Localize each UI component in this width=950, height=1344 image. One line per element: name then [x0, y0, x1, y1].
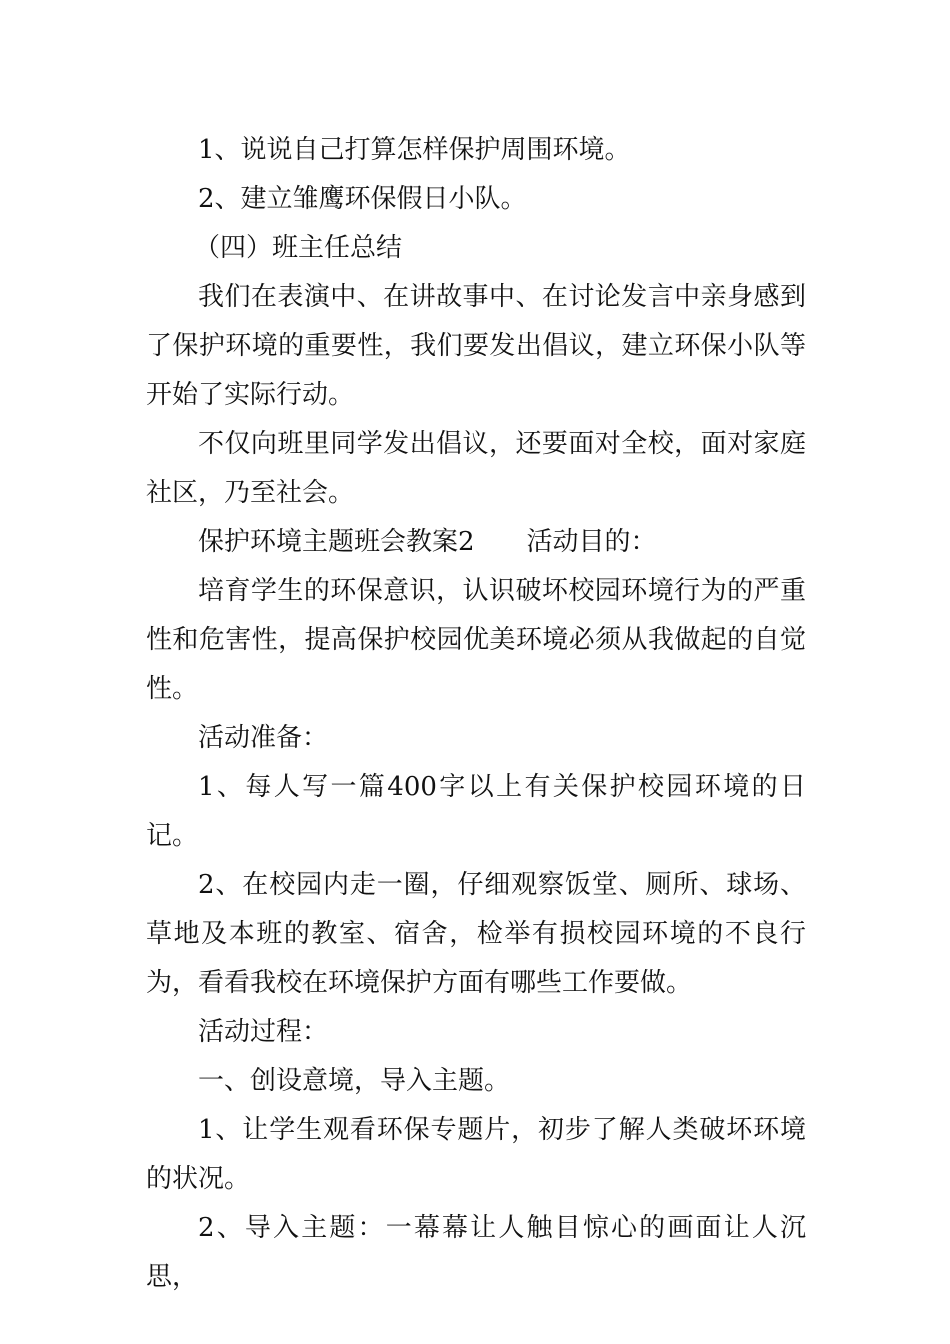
paragraph-item-2: 2、建立雏鹰环保假日小队。	[198, 184, 527, 214]
paragraph-step-1-1: 1、让学生观看环保专题片，初步了解人类破坏环境的状况。	[146, 1115, 806, 1194]
document-body	[146, 126, 806, 1302]
paragraph-summary: 我们在表演中、在讲故事中、在讨论发言中亲身感到了保护环境的重要性，我们要发出倡议，建立环保小队等开始了实际行动。	[146, 282, 806, 410]
paragraph-step-1: 一、创设意境，导入主题。	[198, 1066, 511, 1096]
paragraph-prep-2: 2、在校园内走一圈，仔细观察饭堂、厕所、球场、草地及本班的教室、宿舍，检举有损校园环境的不良行为，看看我校在环境保护方面有哪些工作要做。	[146, 870, 806, 998]
paragraph-initiative: 不仅向班里同学发出倡议，还要面对全校，面对家庭社区，乃至社会。	[146, 429, 806, 508]
section-heading-summary: （四）班主任总结	[194, 233, 403, 263]
section-heading-process: 活动过程：	[198, 1017, 329, 1047]
paragraph-purpose: 培育学生的环保意识，认识破坏校园环境行为的严重性和危害性，提高保护校园优美环境必须从我做起的自觉性。	[146, 576, 806, 704]
paragraph-step-1-2: 2、导入主题：一幕幕让人触目惊心的画面让人沉思，	[146, 1213, 806, 1292]
paragraph-prep-1: 1、每人写一篇400字以上有关保护校园环境的日记。	[146, 772, 806, 851]
section-heading-plan-2: 保护环境主题班会教案2 活动目的：	[198, 527, 657, 557]
paragraph-item-1: 1、说说自己打算怎样保护周围环境。	[198, 135, 631, 165]
section-heading-preparation: 活动准备：	[198, 723, 329, 753]
